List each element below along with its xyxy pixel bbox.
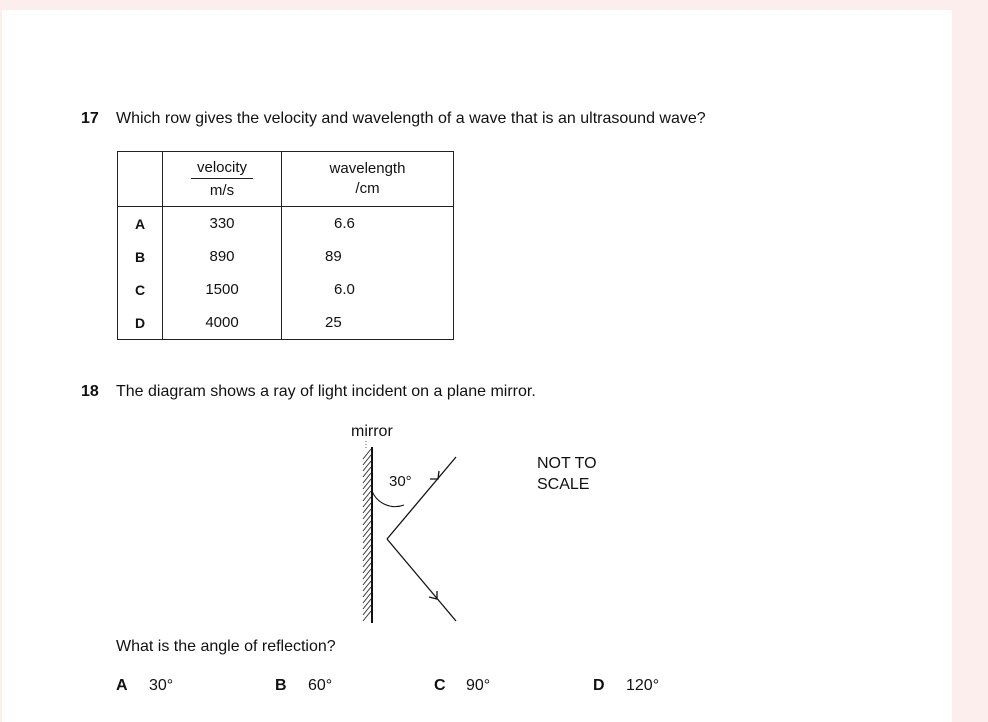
not-to-scale-line1: NOT TO bbox=[537, 455, 597, 472]
angle-arc bbox=[372, 491, 404, 507]
row-wavelength: 25 bbox=[282, 306, 454, 340]
option-b-value: 60° bbox=[308, 677, 333, 694]
exam-page bbox=[2, 10, 952, 722]
incident-arrowhead bbox=[430, 471, 439, 479]
question-17-number: 17 bbox=[81, 110, 99, 127]
header-wavelength-label: wavelength bbox=[329, 160, 406, 177]
row-letter: A bbox=[118, 207, 163, 241]
mirror-label: mirror bbox=[351, 423, 393, 440]
row-velocity: 1500 bbox=[163, 273, 282, 306]
mirror-diagram bbox=[342, 435, 482, 625]
mirror-hatching bbox=[363, 449, 371, 621]
question-18-text: The diagram shows a ray of light incident on a plane mirror. bbox=[116, 383, 536, 400]
option-d-value: 120° bbox=[626, 677, 660, 694]
row-letter: B bbox=[118, 240, 163, 273]
option-c-letter: C bbox=[434, 677, 446, 694]
question-18-number: 18 bbox=[81, 383, 99, 400]
question-17-text: Which row gives the velocity and wavelength of a wave that is an ultrasound wave? bbox=[116, 110, 706, 127]
angle-label: 30° bbox=[389, 473, 412, 490]
header-wavelength-unit: /cm bbox=[355, 180, 380, 197]
table-header-row bbox=[118, 152, 454, 207]
header-velocity bbox=[163, 152, 282, 207]
option-a-letter: A bbox=[116, 677, 128, 694]
table-row bbox=[118, 207, 454, 241]
option-d-letter: D bbox=[593, 677, 605, 694]
reflected-ray bbox=[387, 539, 456, 621]
row-wavelength: 89 bbox=[282, 240, 454, 273]
option-b-letter: B bbox=[275, 677, 287, 694]
table-row bbox=[118, 240, 454, 273]
row-velocity: 330 bbox=[163, 207, 282, 241]
header-empty-cell bbox=[118, 152, 163, 207]
incident-ray bbox=[387, 457, 456, 539]
header-velocity-label: velocity bbox=[196, 158, 248, 176]
row-velocity: 890 bbox=[163, 240, 282, 273]
row-wavelength: 6.0 bbox=[282, 273, 454, 306]
row-wavelength: 6.6 bbox=[282, 207, 454, 241]
velocity-wavelength-table bbox=[117, 151, 454, 340]
table-row bbox=[118, 306, 454, 340]
question-18-prompt: What is the angle of reflection? bbox=[116, 638, 336, 655]
option-c-value: 90° bbox=[466, 677, 491, 694]
header-velocity-unit: m/s bbox=[191, 178, 253, 201]
not-to-scale-line2: SCALE bbox=[537, 476, 590, 493]
header-wavelength bbox=[282, 152, 454, 207]
row-letter: C bbox=[118, 273, 163, 306]
row-letter: D bbox=[118, 306, 163, 340]
option-a-value: 30° bbox=[149, 677, 174, 694]
table-row bbox=[118, 273, 454, 306]
row-velocity: 4000 bbox=[163, 306, 282, 340]
